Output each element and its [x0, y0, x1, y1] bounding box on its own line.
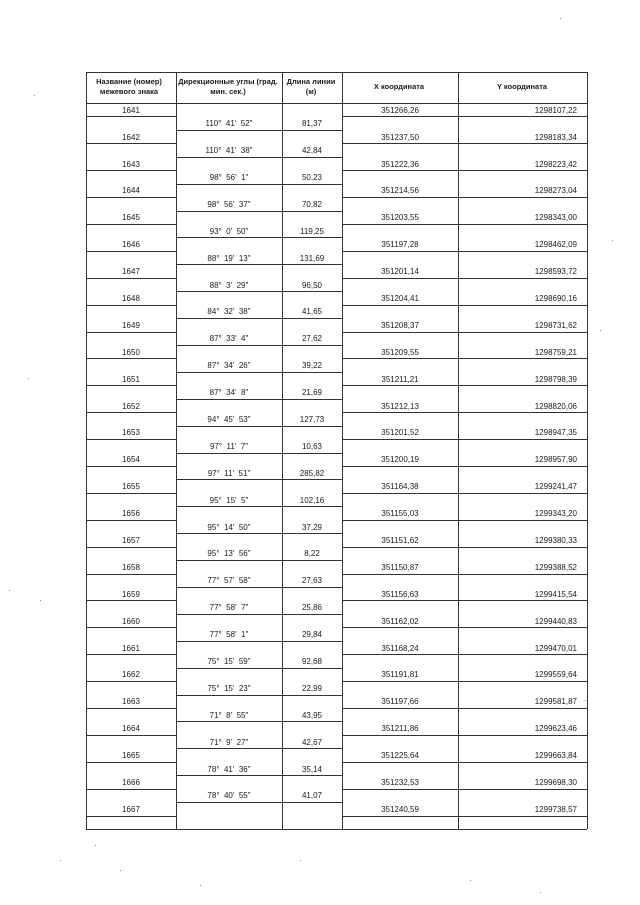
- point-name: 1658: [122, 562, 140, 572]
- segment-angle: 71° 8' 55": [209, 710, 249, 720]
- point-y: 1299698,30: [534, 777, 577, 787]
- point-name: 1665: [122, 751, 140, 761]
- segment-angle: 95° 15' 5": [209, 495, 249, 505]
- point-x: 351240,59: [381, 804, 419, 814]
- point-x: 351222,36: [381, 159, 419, 169]
- point-x: 351214,56: [381, 186, 419, 196]
- point-x: 351162,02: [381, 616, 419, 626]
- point-x: 351201,52: [381, 428, 419, 438]
- segment-angle: 93° 0' 50": [209, 226, 249, 236]
- scan-speck: [60, 860, 61, 861]
- segment-length: 39,22: [301, 361, 323, 371]
- point-x: 351155,03: [381, 509, 419, 519]
- segment-length: 41,65: [301, 307, 323, 317]
- segment-angle: 95° 14' 50": [207, 522, 251, 532]
- point-y: 1298107,22: [534, 105, 577, 115]
- segment-angle: 97° 11' 51": [207, 468, 251, 478]
- point-x: 351151,62: [381, 535, 419, 545]
- point-x: 351200,19: [381, 455, 419, 465]
- segment-length: 42,67: [301, 737, 323, 747]
- segment-length: 102,16: [299, 495, 325, 505]
- scan-speck: [200, 885, 201, 886]
- point-name: 1648: [122, 293, 140, 303]
- segment-angle: 87° 34' 26": [207, 361, 251, 371]
- point-y: 1298957,90: [534, 455, 577, 465]
- segment-angle: 87° 34' 8": [209, 388, 249, 398]
- point-x: 351237,50: [381, 132, 419, 142]
- point-name: 1652: [122, 401, 140, 411]
- point-y: 1298759,21: [534, 347, 577, 357]
- header-name: Название (номер) межевого знака: [96, 77, 162, 96]
- point-y: 1299380,33: [534, 535, 577, 545]
- point-name: 1662: [122, 670, 140, 680]
- segment-angle: 95° 13' 56": [207, 549, 251, 559]
- segment-length: 29,84: [301, 630, 323, 640]
- point-name: 1657: [122, 535, 140, 545]
- table-border-bottom: [86, 829, 587, 830]
- segment-length: 35,14: [301, 764, 323, 774]
- point-x: 351197,66: [381, 697, 419, 707]
- point-name: 1641: [122, 105, 140, 115]
- segment-angle: 110° 41' 52": [205, 119, 253, 129]
- segment-length: 70,82: [301, 199, 323, 209]
- point-y: 1299738,57: [534, 804, 577, 814]
- point-name: 1661: [122, 643, 140, 653]
- column-rule: [458, 72, 459, 829]
- point-x: 351211,86: [381, 724, 419, 734]
- segment-length: 25,86: [301, 603, 323, 613]
- segment-length: 119,25: [300, 226, 324, 236]
- point-name: 1654: [122, 455, 140, 465]
- segment-length: 37,29: [301, 522, 323, 532]
- point-name: 1642: [122, 132, 140, 142]
- point-x: 351191,81: [381, 670, 419, 680]
- segment-angle: 78° 41' 36": [207, 764, 251, 774]
- scan-speck: [612, 240, 613, 241]
- segment-angle: 77° 57' 58": [207, 576, 251, 586]
- point-x: 351266,26: [381, 105, 419, 115]
- segment-length: 27,62: [301, 334, 323, 344]
- segment-angle: 97° 11' 7": [209, 441, 249, 451]
- point-y: 1298183,34: [534, 132, 577, 142]
- point-y: 1298731,62: [534, 320, 577, 330]
- point-y: 1299388,52: [534, 562, 577, 572]
- point-y: 1299581,87: [534, 697, 577, 707]
- point-name: 1653: [122, 428, 140, 438]
- point-name: 1663: [122, 697, 140, 707]
- segment-angle: 87° 33' 4": [209, 334, 249, 344]
- point-y: 1298273,04: [534, 186, 577, 196]
- point-x: 351232,53: [381, 777, 419, 787]
- point-x: 351201,14: [381, 267, 419, 277]
- point-x: 351156,63: [381, 589, 419, 599]
- point-name: 1647: [122, 267, 140, 277]
- point-name: 1664: [122, 724, 140, 734]
- point-y: 1299663,84: [534, 751, 577, 761]
- point-y: 1298593,72: [534, 267, 577, 277]
- segment-length: 42,84: [301, 146, 323, 156]
- segment-length: 96,50: [301, 280, 323, 290]
- scan-speck: [40, 600, 41, 601]
- point-name: 1666: [122, 777, 140, 787]
- scan-speck: [28, 378, 29, 379]
- segment-length: 81,37: [301, 119, 323, 129]
- point-x: 351164,38: [381, 482, 419, 492]
- point-x: 351168,24: [381, 643, 419, 653]
- segment-length: 127,73: [299, 414, 325, 424]
- scan-speck: [560, 18, 561, 19]
- point-name: 1650: [122, 347, 140, 357]
- segment-angle: 78° 40' 55": [207, 791, 251, 801]
- point-y: 1299623,46: [534, 724, 577, 734]
- point-name: 1667: [122, 804, 140, 814]
- scan-speck: [300, 860, 301, 861]
- table-border-top: [86, 72, 587, 73]
- point-y: 1298223,42: [534, 159, 577, 169]
- point-name: 1659: [122, 589, 140, 599]
- scan-speck: [600, 330, 601, 331]
- segment-angle: 75° 15' 23": [207, 683, 251, 693]
- scan-speck: [34, 95, 35, 96]
- segment-angle: 77° 58' 7": [209, 603, 249, 613]
- segment-angle: 88° 3' 29": [209, 280, 249, 290]
- point-y: 1299440,83: [534, 616, 577, 626]
- segment-angle: 75° 15' 59": [207, 656, 251, 666]
- point-x: 351225,64: [381, 751, 419, 761]
- point-y: 1299559,64: [534, 670, 577, 680]
- point-y: 1298343,00: [534, 213, 577, 223]
- segment-angle: 98° 56' 37": [207, 199, 251, 209]
- segment-length: 10,63: [301, 441, 323, 451]
- segment-angle: 77° 58' 1": [209, 630, 249, 640]
- scan-speck: [9, 590, 10, 591]
- point-y: 1299470,01: [534, 643, 577, 653]
- point-x: 351150,87: [381, 562, 419, 572]
- point-name: 1649: [122, 320, 140, 330]
- segment-length: 43,95: [301, 710, 323, 720]
- point-name: 1655: [122, 482, 140, 492]
- point-y: 1299343,20: [534, 509, 577, 519]
- point-name: 1651: [122, 374, 140, 384]
- scan-speck: [95, 845, 96, 846]
- segment-angle: 71° 9' 27": [209, 737, 249, 747]
- point-name: 1656: [122, 509, 140, 519]
- scan-speck: [540, 892, 541, 893]
- point-y: 1298820,06: [534, 401, 577, 411]
- segment-length: 27,63: [301, 576, 323, 586]
- point-x: 351204,41: [381, 293, 419, 303]
- segment-angle: 88° 19' 13": [207, 253, 251, 263]
- point-x: 351209,55: [381, 347, 419, 357]
- header-length: Длина линии (м): [286, 77, 336, 96]
- header-angle: Дирекционные углы (град. мин. сек.): [178, 77, 278, 96]
- point-name: 1660: [122, 616, 140, 626]
- scan-speck: [470, 880, 471, 881]
- segment-angle: 94° 45' 53": [207, 414, 251, 424]
- point-x: 351212,13: [381, 401, 419, 411]
- segment-length: 22,99: [301, 683, 323, 693]
- segment-angle: 110° 41' 38": [205, 146, 253, 156]
- scan-speck: [120, 870, 121, 871]
- point-name: 1646: [122, 240, 140, 250]
- segment-length: 131,69: [299, 253, 325, 263]
- point-y: 1299415,54: [534, 589, 577, 599]
- point-y: 1299241,47: [534, 482, 577, 492]
- header-x: X координата: [373, 82, 425, 91]
- point-x: 351197,28: [381, 240, 419, 250]
- point-y: 1298947,35: [534, 428, 577, 438]
- point-x: 351208,37: [381, 320, 419, 330]
- point-name: 1643: [122, 159, 140, 169]
- header-y: Y координата: [496, 82, 548, 91]
- segment-length: 285,82: [299, 468, 325, 478]
- segment-angle: 84° 32' 38": [207, 307, 251, 317]
- column-rule: [587, 72, 588, 829]
- point-name: 1644: [122, 186, 140, 196]
- segment-length: 50,23: [301, 172, 323, 182]
- point-x: 351211,21: [381, 374, 419, 384]
- point-y: 1298690,16: [534, 293, 577, 303]
- segment-angle: 98° 56' 1": [209, 172, 249, 182]
- point-y: 1298462,09: [534, 240, 577, 250]
- scan-speck: [585, 700, 586, 701]
- segment-length: 8,22: [304, 549, 320, 559]
- segment-length: 41,07: [301, 791, 323, 801]
- point-x: 351203,55: [381, 213, 419, 223]
- segment-length: 92,68: [301, 656, 323, 666]
- point-name: 1645: [122, 213, 140, 223]
- segment-length: 21,69: [301, 388, 323, 398]
- point-y: 1298798,39: [534, 374, 577, 384]
